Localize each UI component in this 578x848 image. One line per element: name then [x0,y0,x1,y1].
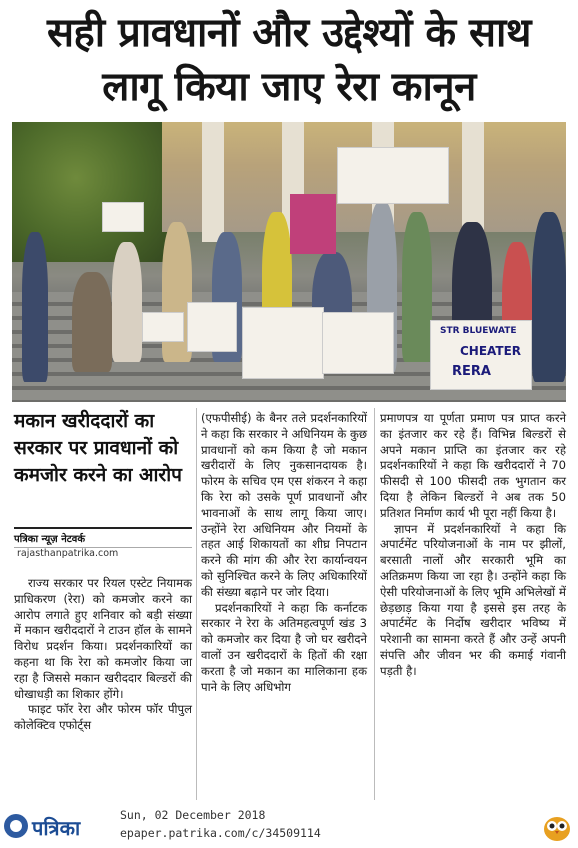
headline [0,0,578,118]
column-divider [196,408,197,800]
article-column-3 [380,411,566,680]
headline-line-1: सही प्रावधानों और उद्देश्यों के साथ [47,10,531,56]
subheadline [14,408,192,489]
byline: पत्रिका न्यूज़ नेटवर्क [14,527,192,548]
owl-icon [542,812,572,842]
column-divider [374,408,375,800]
publish-date: Sun, 02 December 2018 [120,808,266,822]
news-photo [12,122,566,402]
headline-line-2: लागू किया जाए रेरा कानून [102,64,476,110]
sign-text-2: CHEATER [460,344,522,358]
patrika-logo-icon [4,814,28,838]
paragraph: प्रमाणपत्र या पूर्णता प्रमाण पत्र प्राप्त करने का इंतजार कर रहे हैं। विभिन्न बिल्डरों से अपने मकान प्राप्ति का इंतजार कर रहे प्रदर्शनकारियों ने कहा कि खरीददारों ने 70 फीसदी से 100 फीसदी तक भुगतान कर दिया है लेकिन बिल्डरों ने अब तक 50 प्रतिशत निर्माण कार्य भी पूरा नहीं किया है। [380,411,566,520]
article-column-1 [14,576,192,734]
paragraph: राज्य सरकार पर रियल एस्टेट नियामक प्राधिकरण (रेरा) को कमजोर करने का आरोप लगाते हुए शनिवार को बड़ी संख्या में मकान खरीददारों ने टाउन हॉल के सामने विरोध प्रदर्शन किया। प्रदर्शनकारियों का कहना था कि रेरा को कमजोर किया जा रहा है जिससे मकान खरीददार बिल्डरों की धोखाधड़ी का शिकार होंगे। [14,576,192,701]
sign-text-1: STR BLUEWATE [440,326,517,336]
website: rajasthanpatrika.com [17,548,119,559]
paragraph: प्रदर्शनकारियों ने कहा कि कर्नाटक सरकार ने रेरा के अतिमहत्वपूर्ण खंड 3 को कमजोर कर दिया है जो घर खरीदने वालों उन खरीददारों के हितों की रक्षा करता है जो मकान का मालिकाना हक पाने के लिए अधिभोग [201,600,367,694]
brand-name: पत्रिका [32,816,81,840]
subheadline-text: मकान खरीददारों का सरकार पर प्रावधानों को कमजोर करने का आरोप [14,410,182,486]
footer [0,804,578,848]
sign-text-3: RERA [452,364,491,379]
article-column-2 [201,411,367,695]
paragraph: ज्ञापन में प्रदर्शनकारियों ने कहा कि अपार्टमेंट परियोजनाओं के नाम पर झीलों, बरसाती नालों और सरकारी भूमि का अतिक्रमण किया जा रहा है। उन्होंने कहा कि ऐसी परियोजनाओं के लिए भूमि अभिलेखों में छेड़छाड़ किया गया है इससे इस तरह के अपार्टमेंट के निर्दोष खरीदार भविष्य में परेशानी का सामना करते हैं और उन्हें अपनी संपत्ति और जीवन भर की कमाई गंवानी पड़ती है। [380,521,566,678]
paragraph: (एफपीसीई) के बैनर तले प्रदर्शनकारियों ने कहा कि सरकार ने अधिनियम के कुछ प्रावधानों को कम किया है जो मकान खरीदारों के लिए नुकसानदायक है। फोरम के सचिव एम एस शंकरन ने कहा कि रेरा को उसके पूर्ण प्रावधानों और भावनाओं के साथ लागू किया जाए। उन्होंने रेरा अधिनियम और नियमों के तहत आई शिकायतों का शीघ्र निपटान करने की मांग की और रेरा कार्यान्वयन को सुनिश्चित करने के लिए अधिकारियों की संख्या बढ़ाने पर जोर दिया। [201,411,367,599]
epaper-link[interactable]: epaper.patrika.com/c/34509114 [120,826,321,840]
paragraph: फाइट फॉर रेरा और फोरम फॉर पीपुल कोलेक्टिव एफोर्ट्स [14,702,192,733]
